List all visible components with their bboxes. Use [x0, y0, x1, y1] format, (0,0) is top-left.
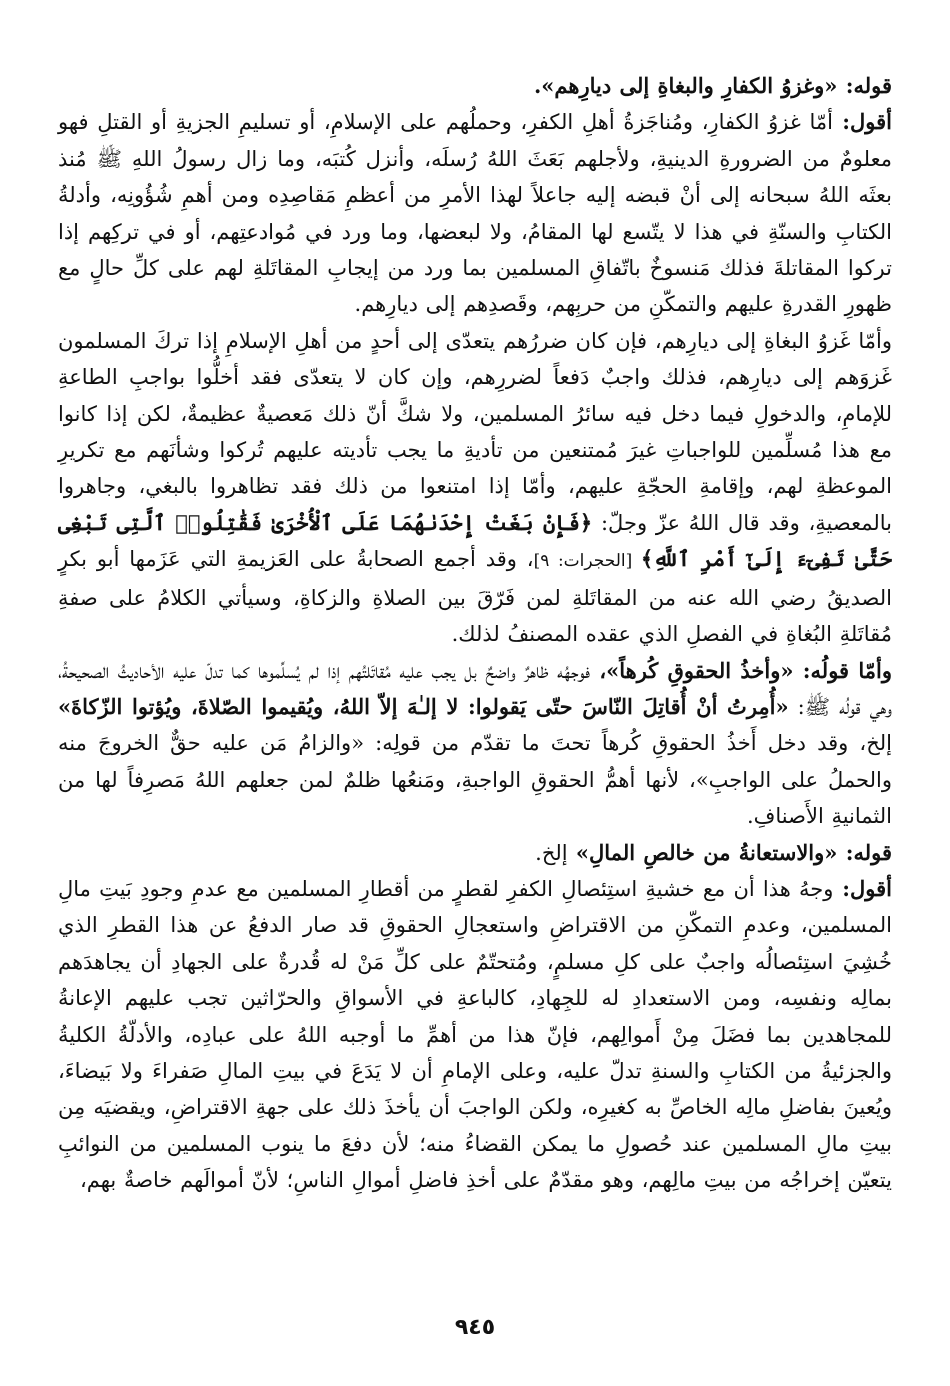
verse-reference: [الحجرات: ٩] [533, 551, 641, 572]
paragraph-lead: قوله: «والاستعانةُ من خالصِ المالِ» [567, 839, 892, 865]
paragraph-ghazw-bughat [58, 323, 892, 653]
heading-paragraph [58, 68, 892, 104]
hadith-text: «أُمِرتُ أنْ أُقاتِلَ النّاسَ حتّى يَقولوا: لا إلـٰهَ إلاّ اللهُ، ويُقيموا الصّلاةَ، ويُؤتوا الزّكاةَ» [58, 693, 789, 719]
paragraph-lead: أقول: [832, 109, 892, 135]
page-number: ٩٤٥ [454, 1315, 496, 1340]
paragraph-istiana-body [58, 871, 892, 1199]
heading-text: قوله: «وغزوُ الكفارِ والبغاةِ إلى ديارِهم». [533, 73, 892, 98]
paragraph-text: فوجهُه ظاهرٌ واضحٌ بل يجب عليه مُقاتَلتُهم إذا لم يُسلِّموها كما تدلّ عليه الأحاديثُ الصحيحةُ، وهي قولُه ﷺ: [58, 658, 892, 719]
paragraph-ghazw-kuffar [58, 104, 892, 322]
paragraph-text: وجهُ هذا أن مع خشيةِ استِئصالِ الكفرِ لقطرٍ من أقطارِ المسلمين مع عدمِ وجودِ بَيتِ مالِ المسلمين، وعدمِ التمكّنِ من الاقتراضِ واستعجالِ الحقوقِ قد صار الدفعُ عن هذا القطرِ الذي خُشِيَ استِئصالُه واجبٌ على كلِ مسلمٍ، ومُتحتّمٌ على كلِّ مَنْ له قُدرةٌ على الجهادِ أن يجاهدَهم بمالِه ونفسِه، ومن الاستعدادِ له للجِهادِ، كالباعةِ في الأسواقِ والحرّاثين تجب عليهم الإعانةُ للمجاهدين بما فضَلَ مِنْ أَموالِهم، فإنّ هذا من أهمِّ ما أوجبه اللهُ على عبادِه، والأدلّةُ الكليةُ والجزئيةُ من الكتابِ والسنةِ تدلّ عليه، وعلى الإمامِ أن لا يَدَعَ في بيتِ المالِ صَفراءَ ولا بَيضاءَ، ويُعينَ بفاضلِ مالِه الخاصِّ به كغيرِه، ولكن الواجبَ أن يأخذَ ذلك على جهةِ الاقتراضِ، ويقضيَه مِن بيتِ مالِ المسلمين عند حُصولِ ما يمكن القضاءُ منه؛ لأن دفعَ ما ينوب المسلمين من النوائبِ يتعيّن إخراجُه من بيتِ مالِهم، وهو مقدّمٌ على أخذِ فاضلِ أموالِ الناسِ؛ لأنّ أموالَهم خاصةٌ بهم، [58, 876, 892, 1193]
paragraph-tail: إلخ، وقد دخل أَخذُ الحقوقِ كُرهاً تحتَ ما تقدّم من قولِه: «والزامُ مَن عليه حقٌّ الخروجَ منه والحملُ على الواجبِ»، لأنها أهمُّ الحقوقِ الواجبةِ، ومَنعُها ظلمٌ لمن جعلهم اللهُ مَصرِفاً لها من الثمانيةِ الأَصنافِ. [58, 731, 892, 829]
quran-verse: ﴿فَإِنْ بَغَتْ إِحْدَىٰهُمَا عَلَى ٱلْأُخْرَىٰ فَقَٰتِلُوا۟ ٱلَّتِى تَبْغِى حَتَّىٰ تَفِىٓءَ إِلَىٰٓ أَمْرِ ٱللَّهِ﴾ [58, 509, 893, 572]
page-body [58, 68, 892, 1199]
paragraph-text: وأمّا غَزوُ البغاةِ إلى ديارِهم، فإن كان ضررُهم يتعدّى إلى أحدٍ من أهلِ الإسلامِ إذا تركَ المسلمون غَزوَهم إلى ديارِهم، فذلك واجبٌ دَفعاً لضررِهم، وإن كان لا يتعدّى فقد أخلُّوا بواجبِ الطاعةِ للإمامِ، والدخولِ فيما دخل فيه سائرُ المسلمين، ولا شكَّ أنّ ذلك مَعصيةٌ عظيمةٌ، لكن إذا كانوا مع هذا مُسلِّمين للواجباتِ غيرَ مُمتنعين من تأديةِ ما يجب تأديته عليهم تُركوا وشأنَهم مع تكريرِ الموعظةِ لهم، وإقامةِ الحجّةِ عليهم، وأمّا إذا امتنعوا من ذلك فقد تظاهروا بالبغي، وجاهروا بالمعصيةِ، وقد قال اللهُ عزّ وجلّ: [58, 328, 893, 535]
paragraph-text: أمّا غزوُ الكفارِ، ومُناجَزةُ أهلِ الكفرِ، وحملُهم على الإسلامِ، أو تسليمِ الجزيةِ أو القتلِ فهو معلومٌ من الضرورةِ الدينيةِ، ولأجلهم بَعَثَ اللهُ رُسلَه، وأنزل كُتبَه، وما زال رسولُ اللهِ ﷺ مُنذ بعثَه اللهُ سبحانه إلى أنْ قبضه إليه جاعلاً لهذا الأمرِ من أعظمِ مَقاصِدِه ومن أهمِ شُؤُونِه، وأدلةُ الكتابِ والسنّةِ في هذا لا يتّسع لها المقامُ، ولا لبعضها، وما ورد في مُوادعتِهم، أو في تركِهم إذا تركوا المقاتلةَ فذلك مَنسوخٌ باتّفاقِ المسلمين بما ورد من إيجابِ المقاتَلةِ لهم على كلِّ حالٍ مع ظهورِ القدرةِ عليهم والتمكّنِ من حربِهم، وقَصدِهم إلى ديارِهم. [58, 110, 892, 317]
paragraph-lead: وأمّا قولُه: «وأخذُ الحقوقِ كُرهاً»، [590, 657, 892, 683]
paragraph-istiana-heading [58, 835, 892, 871]
paragraph-text: إلخ. [535, 840, 568, 865]
paragraph-lead: أقول: [833, 875, 892, 901]
paragraph-tail: ، وقد أجمع الصحابةُ على العَزيمةِ التي عَزَمها أبو بكرٍ الصديقُ رضي الله عنه من المقاتَلةِ لمن فَرّقَ بين الصلاةِ والزكاةِ، وسيأتي الكلامُ على صفةِ مُقاتَلةِ البُغاةِ في الفصلِ الذي عقده المصنفُ لذلك. [58, 547, 892, 647]
paragraph-akhdh-huquq [58, 653, 892, 835]
